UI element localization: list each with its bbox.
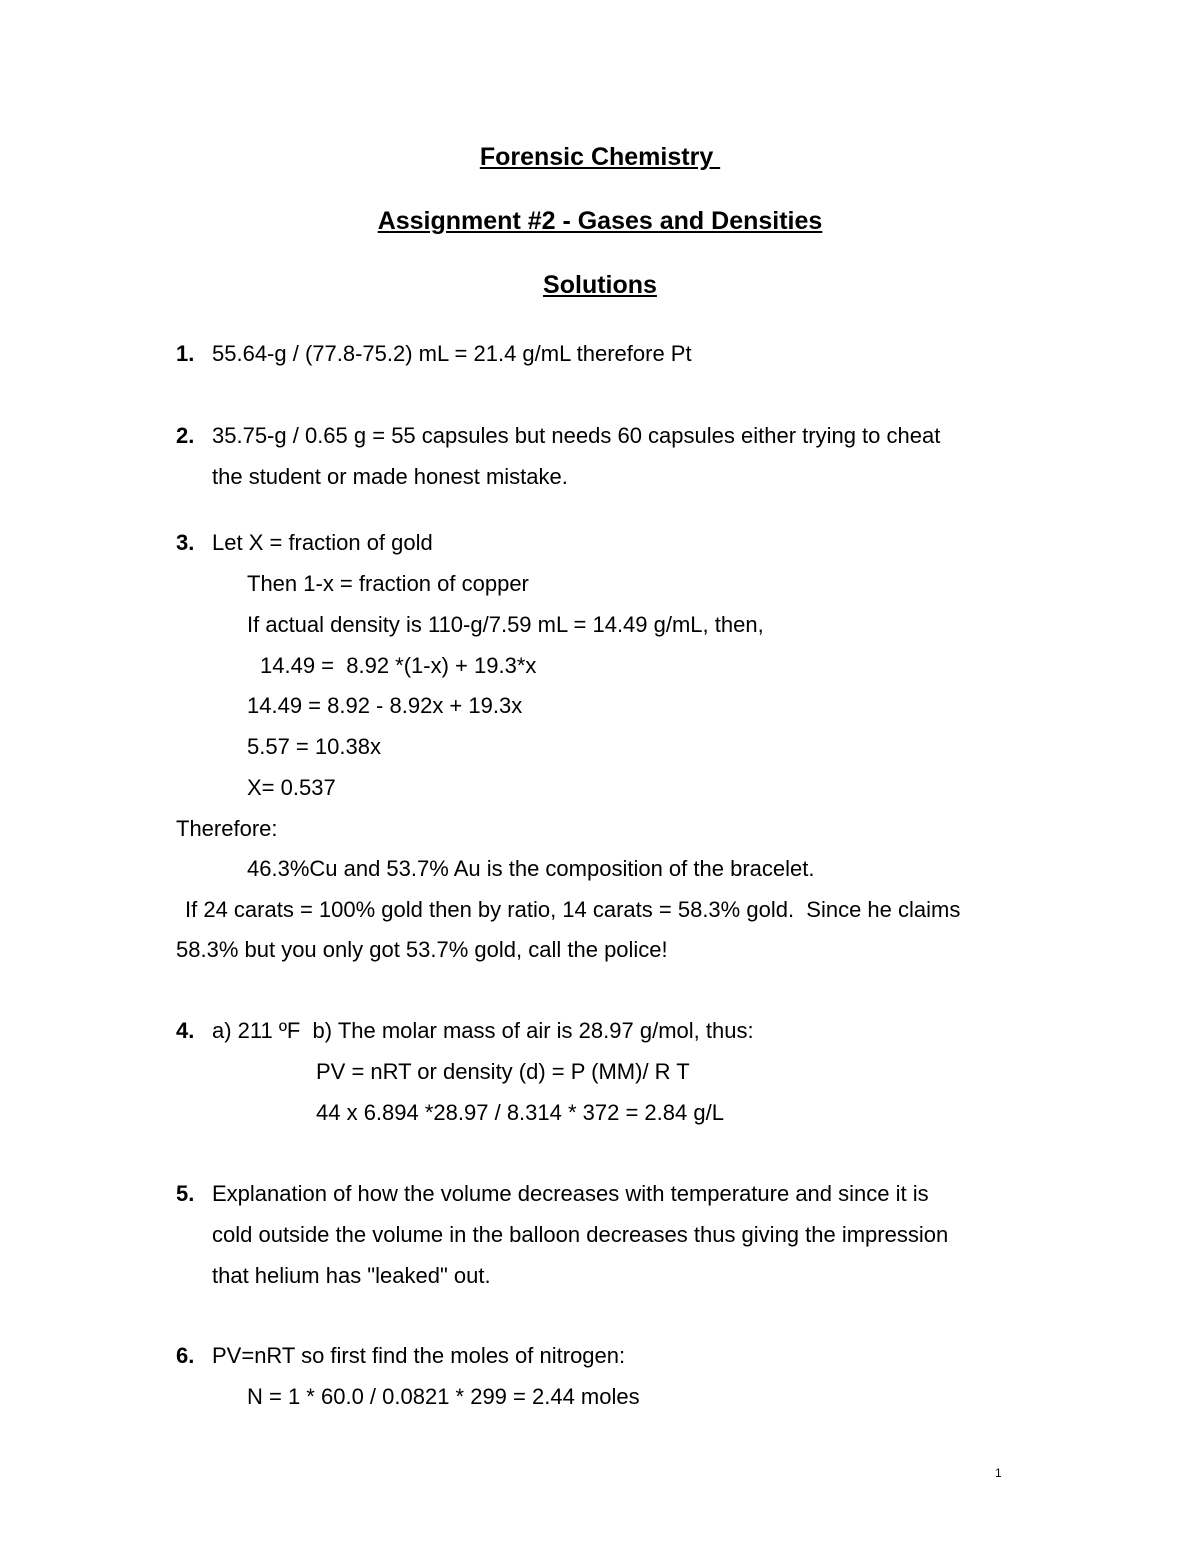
answer-3-line: 14.49 = 8.92 *(1-x) + 19.3*x bbox=[260, 653, 537, 678]
answer-4-line: PV = nRT or density (d) = P (MM)/ R T bbox=[316, 1059, 690, 1084]
answer-2-line: 35.75-g / 0.65 g = 55 capsules but needs 60 capsules either trying to cheat bbox=[212, 423, 941, 448]
answer-1-number: 1. bbox=[176, 341, 195, 366]
answer-3-line: If 24 carats = 100% gold then by ratio, 14 carats = 58.3% gold. Since he claims bbox=[185, 897, 961, 922]
answer-3-line: Therefore: bbox=[176, 816, 278, 841]
course-title: Forensic Chemistry bbox=[479, 143, 721, 171]
answer-5-line: cold outside the volume in the balloon decreases thus giving the impression bbox=[212, 1222, 949, 1247]
assignment-title: Assignment #2 - Gases and Densities bbox=[377, 207, 823, 235]
answer-3-line: If actual density is 110-g/7.59 mL = 14.49 g/mL, then, bbox=[247, 612, 764, 637]
answer-4-line: a) 211 ºF b) The molar mass of air is 28.97 g/mol, thus: bbox=[212, 1018, 754, 1043]
answer-6-line: PV=nRT so first find the moles of nitrogen: bbox=[212, 1343, 626, 1368]
answer-6-number: 6. bbox=[176, 1343, 195, 1368]
answer-2-number: 2. bbox=[176, 423, 195, 448]
answer-6-line: N = 1 * 60.0 / 0.0821 * 299 = 2.44 moles bbox=[247, 1384, 640, 1409]
answer-4-number: 4. bbox=[176, 1018, 195, 1043]
answer-3-number: 3. bbox=[176, 530, 195, 555]
page-number: 1 bbox=[995, 1466, 1002, 1480]
answer-3-line: 5.57 = 10.38x bbox=[247, 734, 381, 759]
answer-3-line: 14.49 = 8.92 - 8.92x + 19.3x bbox=[247, 693, 523, 718]
answer-2-line: the student or made honest mistake. bbox=[212, 464, 568, 489]
answer-3-line: Let X = fraction of gold bbox=[212, 530, 433, 555]
solutions-heading: Solutions bbox=[543, 271, 657, 299]
answer-3-line: Then 1-x = fraction of copper bbox=[247, 571, 529, 596]
answer-3-line: X= 0.537 bbox=[247, 775, 336, 800]
answer-5-line: Explanation of how the volume decreases with temperature and since it is bbox=[212, 1181, 929, 1206]
answer-1-line: 55.64-g / (77.8-75.2) mL = 21.4 g/mL therefore Pt bbox=[212, 341, 692, 366]
answer-5-line: that helium has "leaked" out. bbox=[212, 1263, 491, 1288]
answer-4-line: 44 x 6.894 *28.97 / 8.314 * 372 = 2.84 g/L bbox=[316, 1100, 724, 1125]
answer-3-line: 46.3%Cu and 53.7% Au is the composition of the bracelet. bbox=[247, 856, 815, 881]
answer-5-number: 5. bbox=[176, 1181, 195, 1206]
answer-3-line: 58.3% but you only got 53.7% gold, call the police! bbox=[176, 937, 668, 962]
